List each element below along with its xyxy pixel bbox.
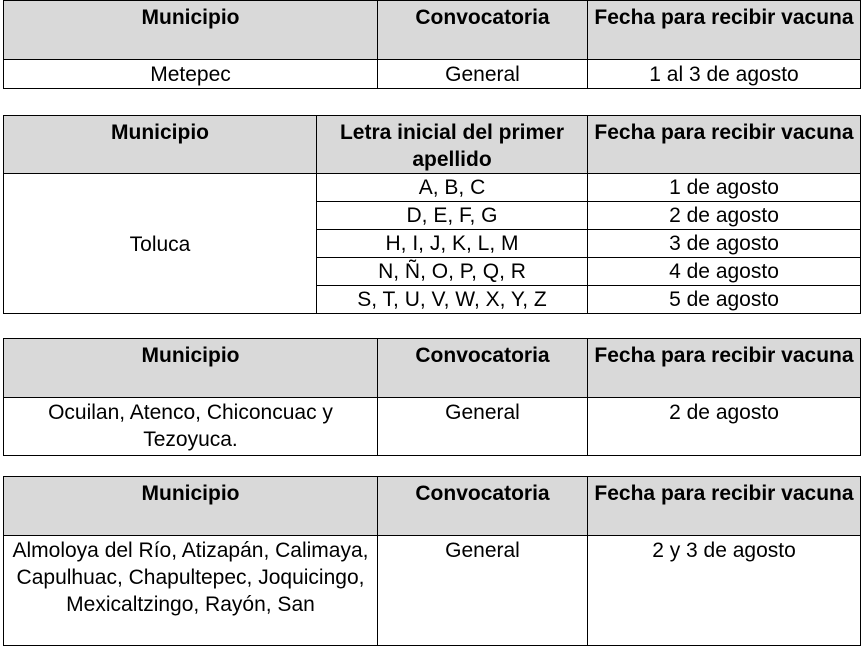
cell-fecha: 1 al 3 de agosto	[588, 60, 861, 89]
cell-fecha: 1 de agosto	[588, 174, 861, 202]
cell-letras: S, T, U, V, W, X, Y, Z	[317, 286, 588, 314]
cell-fecha: 2 de agosto	[588, 398, 861, 456]
cell-letras: H, I, J, K, L, M	[317, 230, 588, 258]
header-fecha: Fecha para recibir vacuna	[588, 339, 861, 398]
header-fecha: Fecha para recibir vacuna	[588, 116, 861, 174]
vaccination-table-toluca	[3, 115, 861, 314]
cell-fecha: 4 de agosto	[588, 258, 861, 286]
table-header-row	[4, 339, 861, 398]
cell-municipio: Almoloya del Río, Atizapán, Calimaya, Capulhuac, Chapultepec, Joquicingo, Mexicaltzingo, Rayón, San	[4, 536, 378, 646]
header-convocatoria: Convocatoria	[378, 1, 588, 60]
header-municipio: Municipio	[4, 339, 378, 398]
table-row	[4, 60, 861, 89]
cell-letras: A, B, C	[317, 174, 588, 202]
header-municipio: Municipio	[4, 1, 378, 60]
cell-convocatoria: General	[378, 398, 588, 456]
header-municipio: Municipio	[4, 116, 317, 174]
cell-convocatoria: General	[378, 60, 588, 89]
header-fecha: Fecha para recibir vacuna	[588, 1, 861, 60]
table-row	[4, 174, 861, 202]
table-row	[4, 536, 861, 646]
cell-fecha: 2 de agosto	[588, 202, 861, 230]
header-fecha: Fecha para recibir vacuna	[588, 477, 861, 536]
vaccination-table-metepec	[3, 0, 861, 89]
cell-letras: N, Ñ, O, P, Q, R	[317, 258, 588, 286]
vaccination-table-ocuilan	[3, 338, 861, 456]
table-header-row	[4, 1, 861, 60]
header-convocatoria: Convocatoria	[378, 477, 588, 536]
cell-fecha: 2 y 3 de agosto	[588, 536, 861, 646]
vaccination-table-almoloya	[3, 476, 861, 646]
header-municipio: Municipio	[4, 477, 378, 536]
table-header-row	[4, 116, 861, 174]
header-convocatoria: Convocatoria	[378, 339, 588, 398]
table-header-row	[4, 477, 861, 536]
cell-municipio: Ocuilan, Atenco, Chiconcuac y Tezoyuca.	[4, 398, 378, 456]
cell-letras: D, E, F, G	[317, 202, 588, 230]
cell-municipio: Metepec	[4, 60, 378, 89]
cell-fecha: 3 de agosto	[588, 230, 861, 258]
cell-fecha: 5 de agosto	[588, 286, 861, 314]
cell-convocatoria: General	[378, 536, 588, 646]
header-letra-inicial: Letra inicial del primer apellido	[317, 116, 588, 174]
cell-municipio-toluca: Toluca	[4, 174, 317, 314]
table-row	[4, 398, 861, 456]
